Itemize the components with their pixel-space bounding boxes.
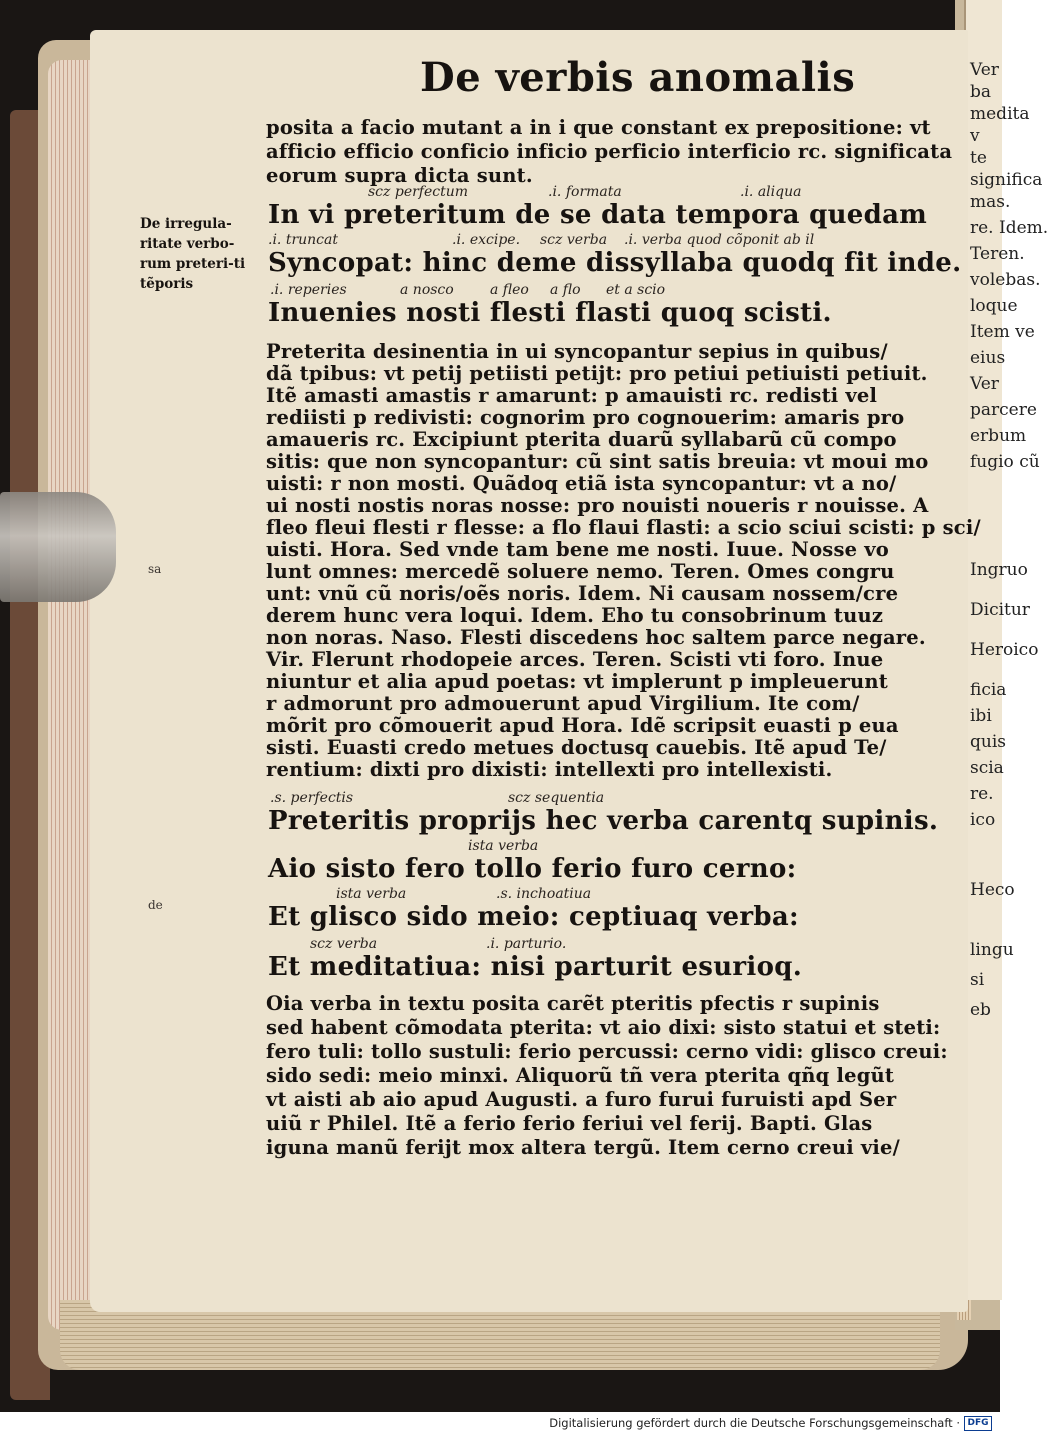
- text-line: Itẽ amasti amastis r amarunt: p amauisti rc. redisti vel: [266, 384, 878, 407]
- facing-page: [964, 0, 1048, 1300]
- facing-text: eb: [970, 1000, 991, 1020]
- verse-line: Et meditatiua: nisi parturit esurioq.: [268, 952, 803, 982]
- interlinear-gloss: a flo: [550, 282, 581, 298]
- interlinear-gloss: scz verba: [540, 232, 608, 248]
- text-line: amaueris rc. Excipiunt pterita duarũ syllabarũ cũ compo: [266, 428, 897, 451]
- interlinear-gloss: .i. aliqua: [740, 184, 802, 200]
- facing-text: scia: [970, 758, 1004, 778]
- text-line: sido sedi: meio minxi. Aliquorũ tñ vera pterita qñq legũt: [266, 1064, 895, 1087]
- verse-line: Preteritis proprijs hec verba carentq supinis.: [268, 806, 939, 836]
- text-line: mõrit pro cõmouerit apud Hora. Idẽ scripsit euasti p eua: [266, 714, 899, 737]
- facing-text: si: [970, 970, 985, 990]
- text-line: uisti: r non mosti. Quãdoq etiã ista syncopantur: vt a no/: [266, 472, 897, 495]
- facing-text: loque: [970, 296, 1018, 316]
- facing-text: erbum: [970, 426, 1027, 446]
- text-line: posita a facio mutant a in i que constant ex prepositione: vt: [266, 116, 931, 139]
- running-head: De verbis anomalis: [420, 54, 856, 101]
- verse-line: Aio sisto fero tollo ferio furo cerno:: [268, 854, 797, 884]
- text-line: eorum supra dicta sunt.: [266, 164, 533, 187]
- text-line: vt aisti ab aio apud Augusti. a furo furui furuisti apd Ser: [266, 1088, 897, 1111]
- interlinear-gloss: et a scio: [606, 282, 666, 298]
- interlinear-gloss: .s. perfectis: [270, 790, 354, 806]
- page-clamp: [0, 492, 116, 602]
- text-line: sisti. Euasti credo metues doctusq cauebis. Itẽ apud Te/: [266, 736, 887, 759]
- facing-text: re.: [970, 784, 994, 804]
- interlinear-gloss: ista verba: [468, 838, 539, 854]
- facing-text: Ver: [970, 374, 999, 394]
- facing-text: lingu: [970, 940, 1014, 960]
- facing-text: ba: [970, 82, 992, 102]
- footer-bar: [0, 1412, 1000, 1434]
- text-line: uiũ r Philel. Itẽ a ferio ferio feriui vel ferij. Bapti. Glas: [266, 1112, 873, 1135]
- facing-text: te: [970, 148, 987, 168]
- verse-line: Syncopat: hinc deme dissyllaba quodq fit inde.: [268, 248, 962, 278]
- interlinear-gloss: scz perfectum: [368, 184, 469, 200]
- text-line: rentium: dixti pro dixisti: intellexti pro intellexisti.: [266, 758, 833, 781]
- verse-line: Et glisco sido meio: ceptiuaq verba:: [268, 902, 799, 932]
- text-line: sed habent cõmodata pterita: vt aio dixi: sisto statui et steti:: [266, 1016, 941, 1039]
- facing-text: quis: [970, 732, 1006, 752]
- facing-text: ficia: [970, 680, 1007, 700]
- interlinear-gloss: .i. verba quod cõponit ab il: [624, 232, 815, 248]
- text-line: fleo fleui flesti r flesse: a flo flaui flasti: a scio sciui scisti: p sci/: [266, 516, 981, 539]
- text-line: Oia verba in textu posita carẽt pteritis pfectis r supinis: [266, 992, 880, 1015]
- facing-text: significa: [970, 170, 1043, 190]
- facing-text: eius: [970, 348, 1006, 368]
- text-line: non noras. Naso. Flesti discedens hoc saltem parce negare.: [266, 626, 926, 649]
- facing-text: medita: [970, 104, 1030, 124]
- text-line: afficio efficio conficio inficio perficio interficio rc. significata: [266, 140, 953, 163]
- interlinear-gloss: .i. reperies: [270, 282, 347, 298]
- facing-text: Heroico: [970, 640, 1039, 660]
- text-line: lunt omnes: mercedẽ soluere nemo. Teren. Omes congru: [266, 560, 895, 583]
- margin-note: De irregula-ritate verbo-rum preteri-ti tẽporis: [140, 216, 246, 292]
- text-line: r admorunt pro admouerunt apud Virgilium. Ite com/: [266, 692, 860, 715]
- text-line: uisti. Hora. Sed vnde tam bene me nosti. Iuue. Nosse vo: [266, 538, 889, 561]
- facing-text: re. Idem.: [970, 218, 1048, 238]
- facing-text: ico: [970, 810, 996, 830]
- facing-text: fugio cũ: [970, 452, 1040, 472]
- facing-text: Teren.: [970, 244, 1025, 264]
- margin-mark: sa: [148, 562, 162, 576]
- facing-text: ibi: [970, 706, 992, 726]
- text-line: Preterita desinentia in ui syncopantur sepius in quibus/: [266, 340, 888, 363]
- text-line: Vir. Flerunt rhodopeie arces. Teren. Scisti vti foro. Inue: [266, 648, 884, 671]
- text-line: fero tuli: tollo sustuli: ferio percussi: cerno vidi: glisco creui:: [266, 1040, 948, 1063]
- text-line: ui nosti nostis noras nosse: pro nouisti noueris r nouisse. A: [266, 494, 929, 517]
- text-line: derem hunc vera loqui. Idem. Eho tu consobrinum tuuz: [266, 604, 884, 627]
- facing-text: Heco: [970, 880, 1015, 900]
- text-line: rediisti p redivisti: cognorim pro cognouerim: amaris pro: [266, 406, 905, 429]
- facing-text: Ingruo: [970, 560, 1028, 580]
- interlinear-gloss: .i. formata: [548, 184, 622, 200]
- text-line: unt: vnũ cũ noris/oẽs noris. Idem. Ni causam nossem/cre: [266, 582, 899, 605]
- interlinear-gloss: .i. parturio.: [486, 936, 567, 952]
- interlinear-gloss: a fleo: [490, 282, 529, 298]
- facing-text: volebas.: [970, 270, 1041, 290]
- interlinear-gloss: .i. excipe.: [452, 232, 521, 248]
- interlinear-gloss: .i. truncat: [268, 232, 338, 248]
- interlinear-gloss: a nosco: [400, 282, 454, 298]
- facing-text: Dicitur: [970, 600, 1030, 620]
- verse-line: Inuenies nosti flesti flasti quoq scisti.: [268, 298, 832, 328]
- interlinear-gloss: scz verba: [310, 936, 378, 952]
- facing-text: Ver: [970, 60, 999, 80]
- text-line: dã tpibus: vt petij petiisti petijt: pro petiui petiuisti petiuit.: [266, 362, 928, 385]
- facing-text: mas.: [970, 192, 1011, 212]
- text-line: sitis: que non syncopantur: cũ sint satis breuia: vt moui mo: [266, 450, 929, 473]
- margin-mark: de: [148, 898, 163, 912]
- facing-text: v: [970, 126, 980, 146]
- interlinear-gloss: ista verba: [336, 886, 407, 902]
- facing-text: Item ve: [970, 322, 1035, 342]
- facing-text: parcere: [970, 400, 1037, 420]
- verse-line: In vi preteritum de se data tempora quedam: [268, 200, 928, 230]
- text-line: iguna manũ ferijt mox altera tergũ. Item cerno creui vie/: [266, 1136, 900, 1159]
- dfg-logo: DFG: [964, 1416, 992, 1431]
- funding-credit: Digitalisierung gefördert durch die Deutsche Forschungsgemeinschaft ·: [549, 1416, 960, 1430]
- interlinear-gloss: scz sequentia: [508, 790, 605, 806]
- interlinear-gloss: .s. inchoatiua: [496, 886, 592, 902]
- text-line: niuntur et alia apud poetas: vt implerunt p impleuerunt: [266, 670, 888, 693]
